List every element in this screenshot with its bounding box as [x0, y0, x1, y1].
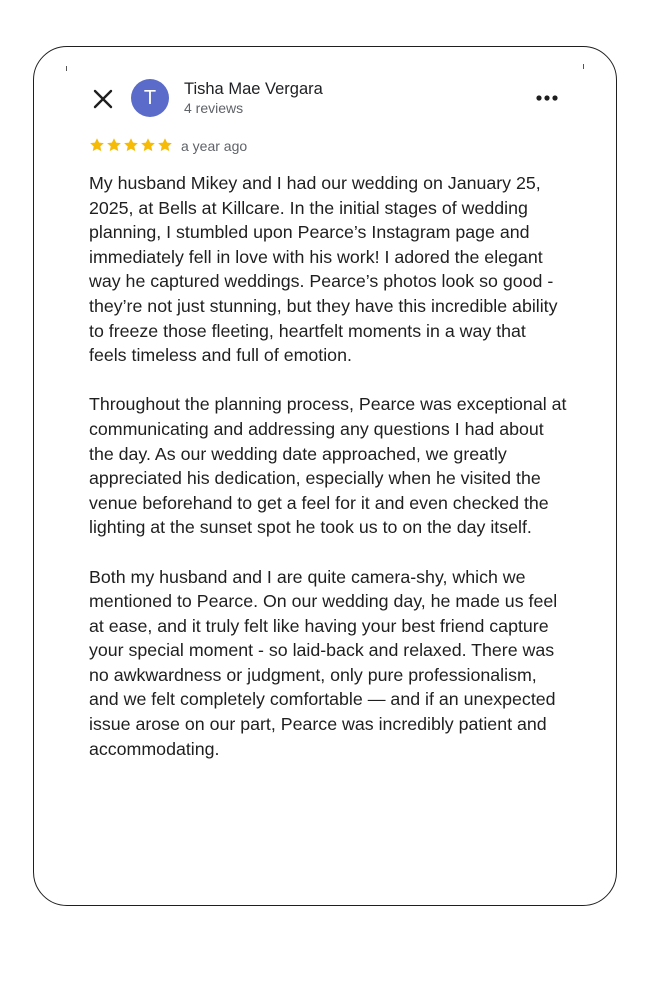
more-options-button[interactable]	[534, 88, 560, 108]
close-button[interactable]	[92, 88, 114, 110]
star-icon	[106, 137, 122, 153]
review-paragraph: Both my husband and I are quite camera-shy, which we mentioned to Pearce. On our wedding day, he made us feel at ease, and it truly felt like having your best friend capture your special moment - so laid-back and relaxed. There was no awkwardness or judgment, only pure professionalism, and we felt completely comfortable — and if an unexpected issue arose on our part, Pearce was incredibly patient and accommodating.	[89, 566, 558, 759]
reviewer-name[interactable]: Tisha Mae Vergara	[184, 80, 323, 98]
star-icon	[123, 137, 139, 153]
star-icon	[157, 137, 173, 153]
corner-mark	[66, 66, 67, 71]
review-paragraph: My husband Mikey and I had our wedding on January 25, 2025, at Bells at Killcare. In the initial stages of wedding planning, I stumbled upon Pearce’s Instagram page and immediately fell in love with his work! I adored the elegant way he captured weddings. Pearce’s photos look so good - they’re not just stunning, but they have this incredible ability to freeze those fleeting, heartfelt moments in a way that feels timeless and full of emotion.	[89, 173, 558, 366]
corner-mark	[583, 64, 584, 69]
review-time: a year ago	[181, 138, 248, 154]
review-paragraph: Throughout the planning process, Pearce was exceptional at communicating and addressing any questions I had about the day. As our wedding date approached, we greatly appreciated his dedication, especially when he visited the venue beforehand to get a feel for it and even checked the lighting at the sunset spot he took us to on the day itself.	[89, 394, 567, 538]
star-icon	[140, 137, 156, 153]
review-text	[89, 171, 567, 786]
star-rating	[89, 136, 173, 156]
star-icon	[89, 137, 105, 153]
more-horizontal-icon	[534, 88, 560, 108]
avatar[interactable]: T	[131, 79, 169, 117]
close-icon	[92, 88, 114, 110]
review-count[interactable]: 4 reviews	[184, 100, 244, 116]
